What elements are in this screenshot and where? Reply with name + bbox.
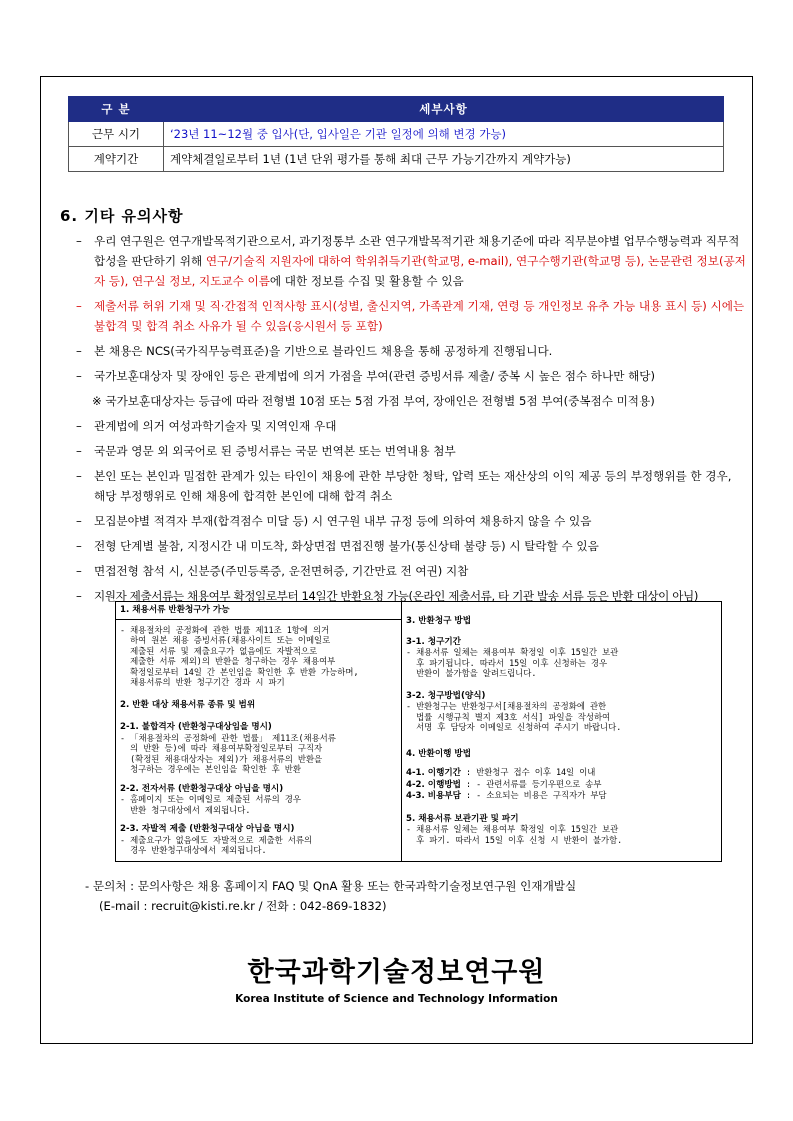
list-item: – 본 채용은 NCS(국가직무능력표준)을 기반으로 블라인드 채용을 통해 공정하게 진행됩니다.	[76, 344, 553, 358]
notice-paragraph: - 반환청구는 반환청구서[채용절차의 공정화에 관한 법률 시행규칙 별지 제3호 서식] 파일을 작성하여 서명 후 담당자 이메일로 신청하여 주시기 바랍니다.	[406, 701, 622, 732]
notice-left-column	[116, 602, 402, 861]
notice-heading: 2. 반환 대상 채용서류 종류 및 범위	[120, 699, 256, 710]
list-subnote: ※ 국가보훈대상자는 등급에 따라 전형별 10점 또는 5점 가점 부여, 장애인은 전형별 5점 부여(중복점수 미적용)	[92, 394, 655, 408]
notice-value: : 반환청구 접수 이후 14일 이내	[461, 767, 596, 777]
notice-subheading: 2-3. 자발적 제출 (반환청구대상 아님을 명시)	[120, 824, 295, 834]
notice-line	[402, 779, 722, 791]
notice-line	[402, 767, 722, 779]
row-value: 계약체결일로부터 1년 (1년 단위 평가를 통해 최대 근무 가능기간까지 계약가능)	[164, 147, 724, 172]
note-text: 면접전형 참석 시, 신분증(주민등록증, 운전면허증, 기간만료 전 여권) 지참	[94, 564, 469, 578]
notice-paragraph: - 제출요구가 없음에도 자발적으로 제출한 서류의 경우 반환청구대상에서 제외됩니다.	[120, 834, 313, 855]
notice-label: 4-1. 이행기간	[406, 768, 461, 778]
notice-right-column	[402, 602, 722, 861]
note-text: 지원자 제출서류는 채용여부 확정일로부터 14일간 반환요청 가능(온라인 제출서류, 타 기관 발송 서류 등은 반환 대상이 아님)	[94, 589, 698, 603]
note-text: 에 대한 정보를 수집 및 활용할 수 있음	[269, 274, 464, 288]
list-item: – 국문과 영문 외 외국어로 된 증빙서류는 국문 번역본 또는 번역내용 첨부	[76, 444, 456, 458]
organization-name: 한국과학기술정보연구원	[247, 957, 546, 988]
list-item: – 지원자 제출서류는 채용여부 확정일로부터 14일간 반환요청 가능(온라인 제출서류, 타 기관 발송 서류 등은 반환 대상이 아님)	[76, 589, 698, 603]
notice-paragraph: - 채용절차의 공정화에 관한 법률 제11조 1항에 의거 하여 원본 채용 증빙서류(채용사이트 또는 이메일로 제출된 서류 및 제출요구가 없음에도 자발적으로 제출한 서류 제외)의 반환을 청구하는 경우 채용여부 확정일로부터 14일 간 본인임을 확인한 후 반환 가능하며, 채용서류의 반환 청구기간 경과 시 파기	[120, 624, 359, 687]
row-label: 근무 시기	[69, 122, 164, 147]
row-label: 계약기간	[69, 147, 164, 172]
note-text: 본 채용은 NCS(국가직무능력표준)을 기반으로 블라인드 채용을 통해 공정하게 진행됩니다.	[94, 344, 553, 358]
notice-paragraph: - 채용서류 일체는 채용여부 확정일 이후 15일간 보관 후 파기됩니다. 따라서 15일 이후 신청하는 경우 반환이 불가함을 알려드립니다.	[406, 647, 619, 678]
notice-subheading: 3-1. 청구기간	[406, 636, 461, 647]
contact-line: - 문의처 : 문의사항은 채용 홈페이지 FAQ 및 QnA 활용 또는 한국과학기술정보연구원 인재개발실	[85, 879, 577, 893]
note-text: 관계법에 의거 여성과학기술자 및 지역인재 우대	[94, 419, 337, 433]
header-details: 세부사항	[164, 97, 724, 122]
notice-subheading: 2-1. 불합격자 (반환청구대상임을 명시)	[120, 722, 272, 732]
document-return-notice-box	[115, 601, 722, 862]
notes-list	[76, 231, 746, 611]
notice-value: : - 관련서류를 등기우편으로 송부	[461, 778, 602, 789]
contact-info	[85, 876, 576, 916]
notice-paragraph: - 홈페이지 또는 이메일로 제출된 서류의 경우 반환 청구대상에서 제외됩니다.	[120, 794, 301, 815]
table-row	[69, 147, 724, 172]
notice-paragraph: - 「채용절차의 공정화에 관한 법률」 제11조(채용서류 의 반환 등)에 따라 채용여부확정일로부터 구직자 (확정된 채용대상자는 제외)가 채용서류의 반환을 청구하는 경우에는 본인임을 확인한 후 반환	[120, 732, 336, 774]
notice-heading: 3. 반환청구 방법	[406, 616, 472, 626]
list-item: – 우리 연구원은 연구개발목적기관으로서, 과기정통부 소관 연구개발목적기관 채용기준에 따라 직무분야별 업무수행능력과 직무적합성을 판단하기 위해 연구/기술직 지원자에 대하여 학위취득기관(학교명, e-mail), 연구수행기관(학교명 등), 논문관련 정보(공저자 등), 연구실 정보, 지도교수 이름에 대한 정보를 수집 및 활용할 수 있음	[76, 234, 746, 288]
notice-heading: 1. 채용서류 반환청구가 가능	[116, 602, 401, 620]
list-item: – 모집분야별 적격자 부재(합격점수 미달 등) 시 연구원 내부 규정 등에 의하여 채용하지 않을 수 있음	[76, 514, 592, 528]
recruitment-detail-table	[68, 96, 724, 172]
list-item: – 제출서류 허위 기재 및 직·간접적 인적사항 표시(성별, 출신지역, 가족관계 기재, 연령 등 개인정보 유추 가능 내용 표시 등) 시에는 불합격 및 합격 취소 사유가 될 수 있음(응시원서 등 포함)	[76, 299, 745, 333]
note-text: 국문과 영문 외 외국어로 된 증빙서류는 국문 번역본 또는 번역내용 첨부	[94, 444, 456, 458]
contact-line: (E-mail : recruit@kisti.re.kr / 전화 : 042-869-1832)	[99, 899, 387, 913]
note-text: 전형 단계별 불참, 지정시간 내 미도착, 화상면접 면접진행 불가(통신상태 불량 등) 시 탈락할 수 있음	[94, 539, 599, 553]
table-row	[69, 122, 724, 147]
notice-subheading: 3-2. 청구방법(양식)	[406, 690, 486, 701]
note-highlight: 연구/기술직 지원자에 대하여 학위취득기관(학교명, e-mail), 연구수행기관(학교명 등), 논문관련 정보(공저자 등), 연구실 정보, 지도교수 이름	[94, 254, 746, 288]
note-text: 본인 또는 본인과 밀접한 관계가 있는 타인이 채용에 관한 부당한 청탁, 압력 또는 재산상의 이익 제공 등의 부정행위를 한 경우, 해당 부정행위로 인해 채용에 합격한 본인에 대해 합격 취소	[94, 469, 732, 503]
section-title: 6. 기타 유의사항	[60, 207, 184, 225]
table-header-row	[69, 97, 724, 122]
note-text: 국가보훈대상자 및 장애인 등은 관계법에 의거 가점을 부여(관련 증빙서류 제출/ 중복 시 높은 점수 하나만 해당)	[94, 369, 656, 383]
organization-name-english: Korea Institute of Science and Technology Information	[235, 993, 558, 1005]
list-item: – 국가보훈대상자 및 장애인 등은 관계법에 의거 가점을 부여(관련 증빙서류 제출/ 중복 시 높은 점수 하나만 해당)	[76, 369, 656, 383]
notice-label: 4-2. 이행방법	[406, 779, 461, 790]
list-item: – 면접전형 참석 시, 신분증(주민등록증, 운전면허증, 기간만료 전 여권) 지참	[76, 564, 469, 578]
row-value: ‘23년 11~12월 중 입사(단, 입사일은 기관 일정에 의해 변경 가능)	[164, 122, 724, 147]
note-text: 제출서류 허위 기재 및 직·간접적 인적사항 표시(성별, 출신지역, 가족관계 기재, 연령 등 개인정보 유추 가능 내용 표시 등) 시에는 불합격 및 합격 취소 사유가 될 수 있음(응시원서 등 포함)	[94, 299, 745, 333]
notice-heading: 4. 반환이행 방법	[406, 748, 472, 759]
notice-line	[402, 790, 722, 802]
notice-value: : - 소요되는 비용은 구직자가 부담	[461, 790, 607, 800]
list-item: – 본인 또는 본인과 밀접한 관계가 있는 타인이 채용에 관한 부당한 청탁, 압력 또는 재산상의 이익 제공 등의 부정행위를 한 경우, 해당 부정행위로 인해 채용에 합격한 본인에 대해 합격 취소	[76, 469, 732, 503]
header-category: 구 분	[69, 97, 164, 122]
notice-label: 4-3. 비용부담	[406, 791, 461, 801]
note-text: 모집분야별 적격자 부재(합격점수 미달 등) 시 연구원 내부 규정 등에 의하여 채용하지 않을 수 있음	[94, 514, 592, 528]
notice-subheading: 2-2. 전자서류 (반환청구대상 아님을 명시)	[120, 783, 284, 794]
notice-paragraph: - 채용서류 일체는 채용여부 확정일 이후 15일간 보관 후 파기. 따라서 15일 이후 신청 시 반환이 불가함.	[406, 824, 623, 845]
list-item: – 관계법에 의거 여성과학기술자 및 지역인재 우대	[76, 419, 337, 433]
notice-heading: 5. 채용서류 보관기관 및 파기	[406, 813, 519, 824]
note-text: 우리 연구원은 연구개발목적기관으로서, 과기정통부 소관 연구개발목적기관 채용기준에 따라 직무분야별 업무수행능력과 직무적합성을 판단하기 위해	[94, 234, 740, 268]
list-item: – 전형 단계별 불참, 지정시간 내 미도착, 화상면접 면접진행 불가(통신상태 불량 등) 시 탈락할 수 있음	[76, 539, 599, 553]
